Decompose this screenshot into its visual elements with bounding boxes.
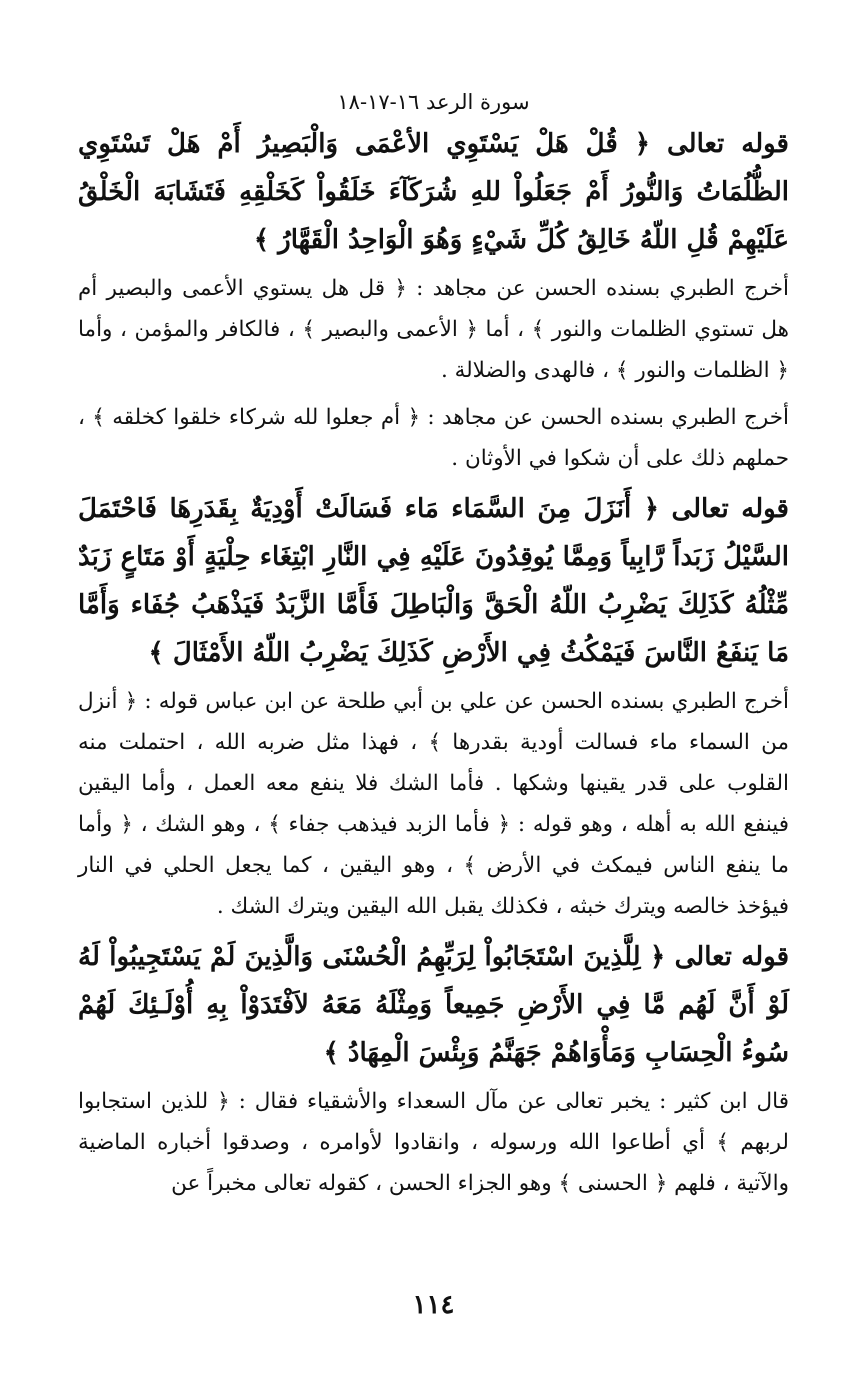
commentary-paragraph-4: قال ابن كثير : يخبر تعالى عن مآل السعداء والأشقياء فقال : ﴿ للذين استجابوا لربهم ﴾ أي أطاعوا الله ورسوله ، وانقادوا لأوامره ، وصدقوا أخباره الماضية والآتية ، فلهم ﴿ الحسنى ﴾ وهو الجزاء الحسن ، كقوله تعالى مخبراً عن (78, 1089, 789, 1196)
verse-lead: قوله تعالى (666, 129, 789, 159)
page-number: ١١٤ (412, 1290, 455, 1320)
verse-paragraph-2 (78, 485, 789, 677)
verse-text: ﴿ قُلْ هَلْ يَسْتَوِي الأعْمَى وَالْبَصِيرُ أَمْ هَلْ تَسْتَوِي الظُّلُمَاتُ وَالنُّورُ أَمْ جَعَلُواْ للهِ شُرَكَآءَ خَلَقُواْ كَخَلْقِهِ فَتَشَابَهَ الْخَلْقُ عَلَيْهِمْ قُلِ اللّهُ خَالِقُ كُلِّ شَيْءٍ وَهُوَ الْوَاحِدُ الْقَهَّارُ ﴾ (78, 129, 789, 255)
verse-paragraph-1 (78, 120, 789, 264)
running-header: سورة الرعد ١٦-١٧-١٨ (337, 90, 530, 114)
commentary-paragraph-3: أخرج الطبري بسنده الحسن عن علي بن أبي طلحة عن ابن عباس قوله : ﴿ أنزل من السماء ماء فسالت أودية بقدرها ﴾ ، فهذا مثل ضربه الله ، احتملت منه القلوب على قدر يقينها وشكها . فأما الشك فلا ينفع معه العمل ، وأما اليقين فينفع الله به أهله ، وهو قوله : ﴿ فأما الزبد فيذهب جفاء ﴾ ، وهو الشك ، ﴿ وأما ما ينفع الناس فيمكث في الأرض ﴾ ، وهو اليقين ، كما يجعل الحلي في النار فيؤخذ خالصه ويترك خبثه ، فكذلك يقبل الله اليقين ويترك الشك . (78, 689, 789, 919)
verse-lead: قوله تعالى (674, 942, 790, 972)
commentary-paragraph-1: أخرج الطبري بسنده الحسن عن مجاهد : ﴿ قل هل يستوي الأعمى والبصير أم هل تستوي الظلمات والنور ﴾ ، أما ﴿ الأعمى والبصير ﴾ ، فالكافر والمؤمن ، وأما ﴿ الظلمات والنور ﴾ ، فالهدى والضلالة . (78, 276, 789, 383)
commentary-paragraph-2: أخرج الطبري بسنده الحسن عن مجاهد : ﴿ أم جعلوا لله شركاء خلقوا كخلقه ﴾ ، حملهم ذلك على أن شكوا في الأوثان . (78, 405, 789, 471)
verse-text: ﴿ لِلَّذِينَ اسْتَجَابُواْ لِرَبِّهِمُ الْحُسْنَى وَالَّذِينَ لَمْ يَسْتَجِيبُواْ لَهُ لَوْ أَنَّ لَهُم مَّا فِي الأَرْضِ جَمِيعاً وَمِثْلَهُ مَعَهُ لاَفْتَدَوْاْ بِهِ أُوْلَـئِكَ لَهُمْ سُوءُ الْحِسَابِ وَمَأْوَاهُمْ جَهَنَّمُ وَبِئْسَ الْمِهَادُ ﴾ (78, 942, 789, 1068)
verse-paragraph-3 (78, 933, 789, 1077)
verse-text: ﴿ أَنَزَلَ مِنَ السَّمَاء مَاء فَسَالَتْ أَوْدِيَةٌ بِقَدَرِهَا فَاحْتَمَلَ السَّيْلُ زَبَداً رَّابِياً وَمِمَّا يُوقِدُونَ عَلَيْهِ فِي النَّارِ ابْتِغَاء حِلْيَةٍ أَوْ مَتَاعٍ زَبَدٌ مِّثْلُهُ كَذَلِكَ يَضْرِبُ اللّهُ الْحَقَّ وَالْبَاطِلَ فَأَمَّا الزَّبَدُ فَيَذْهَبُ جُفَاء وَأَمَّا مَا يَنفَعُ النَّاسَ فَيَمْكُثُ فِي الأَرْضِ كَذَلِكَ يَضْرِبُ اللّهُ الأَمْثَالَ ﴾ (78, 494, 789, 668)
verse-lead: قوله تعالى (671, 494, 789, 524)
